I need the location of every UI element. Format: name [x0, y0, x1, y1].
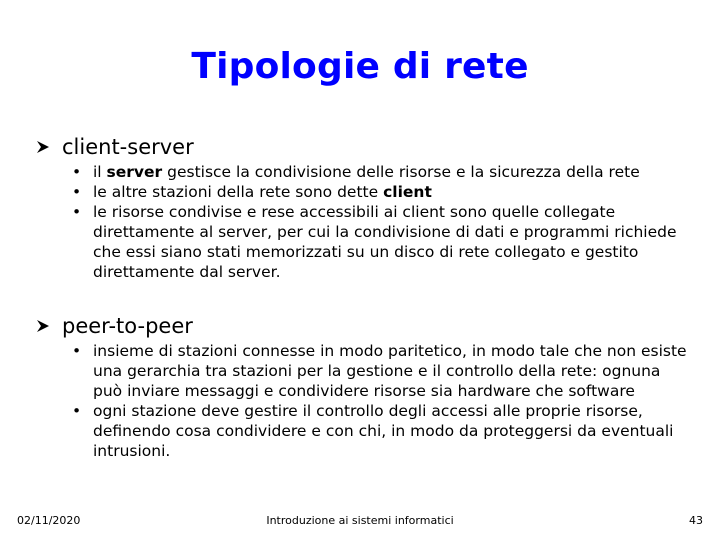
bullet-text: il	[93, 163, 107, 181]
bullet-text: le altre stazioni della rete sono dette	[93, 183, 384, 201]
dot-bullet-icon: •	[72, 402, 82, 420]
bold-term: client	[383, 183, 432, 201]
footer-course-title: Introduzione ai sistemi informatici	[266, 514, 454, 527]
footer-date: 02/11/2020	[17, 514, 81, 527]
bullet-list	[72, 341, 692, 461]
bullet-list	[72, 162, 692, 282]
bullet-text: le risorse condivise e rese accessibili ai client sono quelle collegate direttamente al server, per cui la condivisione di dati e programmi richiede che essi siano stati memorizzati su un disco di rete collegato e gestito direttamente dal server.	[93, 203, 677, 281]
list-item	[72, 341, 692, 401]
bullet-text: gestisce la condivisione delle risorse e la sicurezza della rete	[162, 163, 640, 181]
slide-title: Tipologie di rete	[191, 46, 529, 87]
bullet-text: insieme di stazioni connesse in modo paritetico, in modo tale che non esiste una gerarchia tra stazioni per la gestione e il controllo della rete: ognuna può inviare messaggi e condividere risorse sia hardware che software	[93, 342, 687, 400]
arrowhead-bullet-icon	[36, 140, 50, 154]
dot-bullet-icon: •	[72, 342, 82, 360]
section-heading-client-server: client-server	[62, 135, 194, 159]
dot-bullet-icon: •	[72, 183, 82, 201]
list-item	[72, 182, 692, 202]
section-heading-peer-to-peer: peer-to-peer	[62, 314, 193, 338]
bullet-text: ogni stazione deve gestire il controllo degli accessi alle proprie risorse, definendo cosa condividere e con chi, in modo da proteggersi da eventuali intrusioni.	[93, 402, 674, 460]
list-item	[72, 401, 692, 461]
slide-number: 43	[689, 514, 703, 527]
arrowhead-bullet-icon	[36, 319, 50, 333]
dot-bullet-icon: •	[72, 163, 82, 181]
bold-term: server	[106, 163, 163, 181]
list-item	[72, 202, 692, 282]
dot-bullet-icon: •	[72, 203, 82, 221]
list-item	[72, 162, 692, 182]
